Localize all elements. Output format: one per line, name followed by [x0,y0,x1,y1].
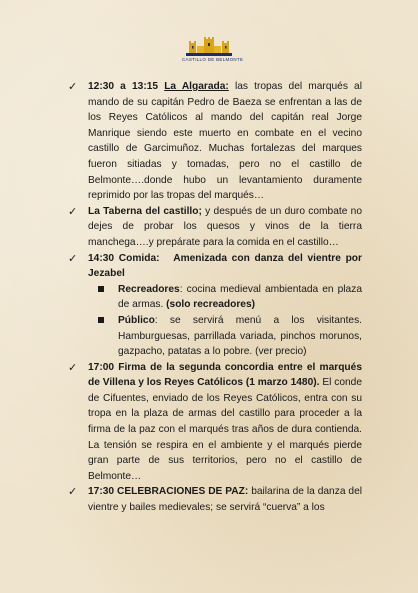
item-text: las tropas del marqués al mando de su capitán Pedro de Baeza se enfrentan a las de los Reyes Católicos al mando del capitán real Jorge Manrique siendo este muerto en combate en el vecino castillo de Garcimuñoz. Muchas fortalezas del marques fueron sitiadas y tomadas, pero no el castillo de Belmonte….donde hubo un levantamiento duramente reprimido por las tropas del marqués… [88,81,362,202]
checkmark-icon: ✓ [68,360,78,374]
item-text: El conde de Cifuentes, enviado de los Reyes Católicos, entra con su tropa en la plaza de armas del castillo para proceder a la firma de la paz con el marqués tras años de dura contienda. La tensión se respira en el ambiente y el marqués pierde gran parte de sus territorios, pero no el castillo de Belmonte… [88,377,362,482]
content [66,79,365,516]
castle-logo [182,36,244,62]
checkmark-icon: ✓ [68,204,78,218]
checkmark-icon: ✓ [68,80,78,93]
item-text: : cocina medieval ambientada en plaza de armas. [118,283,362,311]
item-text: bailarina de la danza del vientre y bailes medievales; se servirá “cuerva” a los [88,486,362,514]
list-item-concordia [66,360,362,485]
square-bullet-icon [98,286,104,292]
sub-item-publico [66,313,362,360]
checkmark-icon: ✓ [68,251,78,265]
item-title: 17:00 Firma de la segunda concordia entre el marqués de Villena y los Reyes Católicos (1 marzo 1480). [88,361,362,389]
item-title: 17:30 CELEBRACIONES DE PAZ: [88,486,249,498]
item-note: (solo recreadores) [166,299,256,311]
castle-icon [182,36,236,58]
sub-item-recreadores [66,282,362,313]
list-item-algarada [66,79,362,204]
item-text: y después de un duro combate no dejes de probar los quesos y vinos de la tierra manchega….y prepárate para la comida en el castillo… [88,205,362,248]
square-bullet-icon [98,317,104,323]
logo-text: CASTILLO DE BELMONTE [182,57,244,62]
item-title: 14:30 Comida: Amenizada con danza del vientre por Jezabel [88,252,365,280]
item-text: : se servirá menú a los visitantes. Hamburguesas, parrillada variada, pinchos morunos, gazpacho, patatas a lo pobre. (ver precio) [118,314,362,358]
list-item-comida [66,251,365,282]
item-title: La Taberna del castillo; [88,205,202,217]
item-title: Público [118,314,155,326]
item-title: Recreadores [118,283,180,295]
item-time: 12:30 a 13:15 [88,81,159,92]
checkmark-icon: ✓ [68,485,78,499]
list-item-celebraciones [66,484,362,515]
list-item-taberna [66,204,362,251]
item-title: La Algarada: [164,81,229,92]
